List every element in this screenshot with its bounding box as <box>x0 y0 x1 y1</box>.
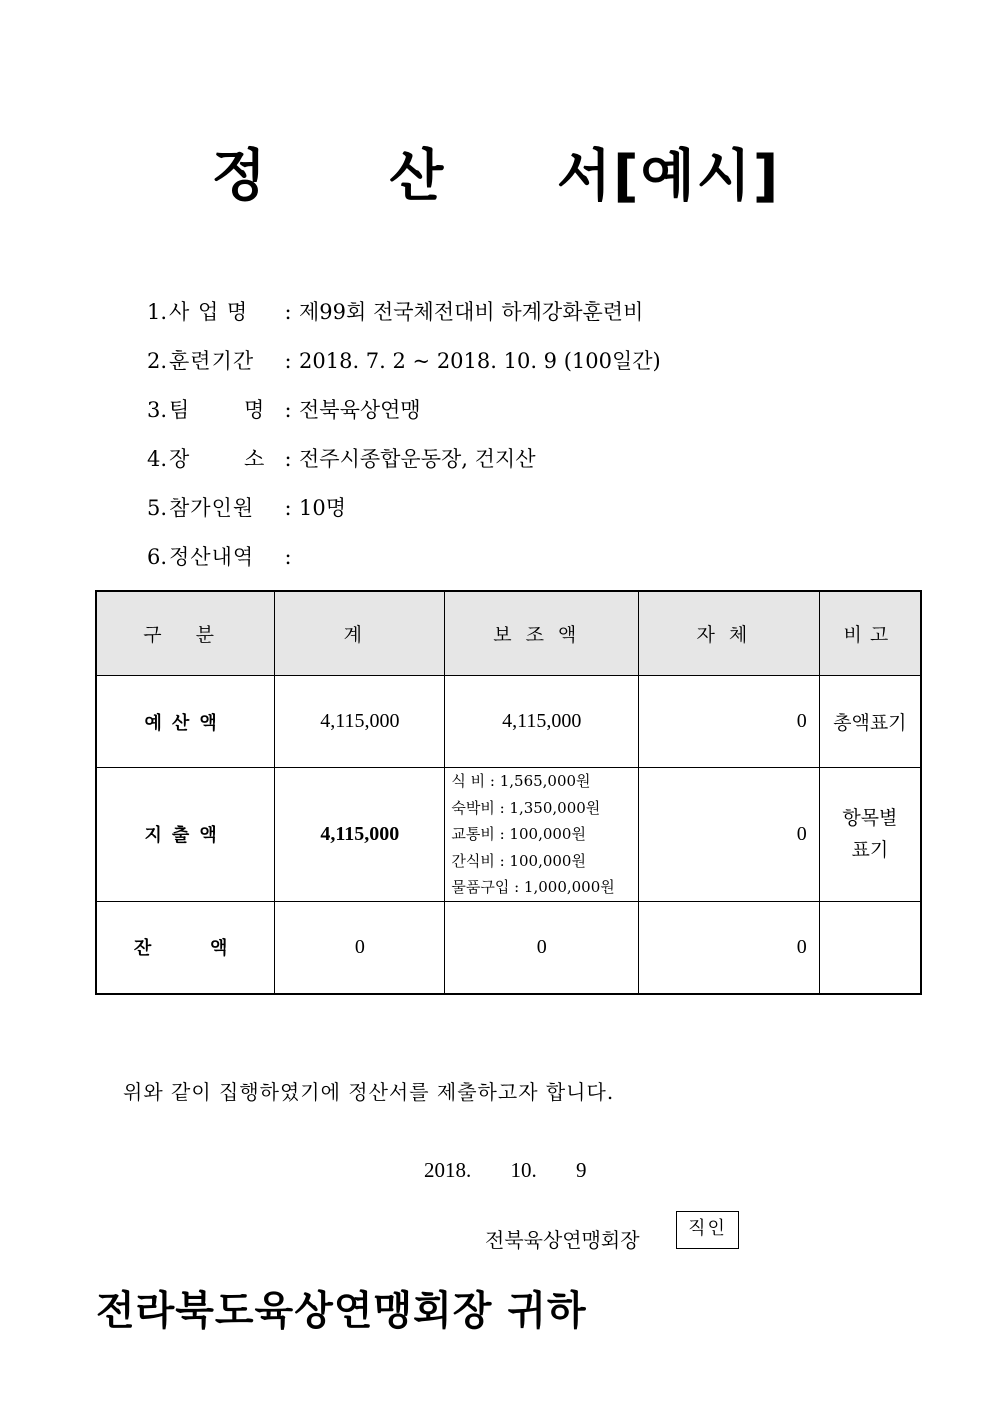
cell-note <box>819 901 921 994</box>
signer-name: 전북육상연맹회장 <box>485 1228 640 1252</box>
info-row-settlement: 6. 정산내역 : <box>147 533 661 582</box>
breakdown-item: 교통비 : 100,000원 <box>451 825 586 843</box>
info-label: 정산내역 <box>169 545 255 569</box>
cell-subsidy: 0 <box>445 901 639 994</box>
info-value: 10명 <box>299 496 347 520</box>
table-row-expense <box>96 768 921 902</box>
cell-total: 4,115,000 <box>275 768 445 902</box>
header-self: 자체 <box>639 591 820 676</box>
info-value: 전북육상연맹 <box>299 398 421 422</box>
breakdown-item: 물품구입 : 1,000,000원 <box>451 878 615 896</box>
table-header-row <box>96 591 921 676</box>
cell-note: 항목별 표기 <box>819 768 921 902</box>
cell-self: 0 <box>639 768 820 902</box>
cell-total: 4,115,000 <box>275 676 445 768</box>
info-row-participants: 5. 참가인원 : 10명 <box>147 484 661 533</box>
breakdown-item: 간식비 : 100,000원 <box>451 851 586 870</box>
info-row-period: 2. 훈련기간 : 2018. 7. 2 ~ 2018. 10. 9 (100일간) <box>147 337 661 386</box>
breakdown-item: 숙박비 : 1,350,000원 <box>451 798 601 817</box>
header-category: 구 분 <box>96 591 275 676</box>
document-date <box>424 1158 587 1183</box>
info-row-place: 4. 장 소 : 전주시종합운동장, 건지산 <box>147 435 661 484</box>
cell-note: 총액표기 <box>819 676 921 768</box>
header-total: 계 <box>275 591 445 676</box>
breakdown-item: 식 비 : 1,565,000원 <box>451 772 591 790</box>
cell-self: 0 <box>639 901 820 994</box>
table-row-balance <box>96 901 921 994</box>
seal-box: 직인 <box>676 1211 739 1249</box>
cell-total: 0 <box>275 901 445 994</box>
info-row-team: 3. 팀 명 : 전북육상연맹 <box>147 386 661 435</box>
row-label: 잔 액 <box>96 901 275 994</box>
row-label: 지출액 <box>96 768 275 902</box>
info-row-business: 1. 사 업 명 : 제99회 전국체전대비 하계강화훈련비 <box>147 288 661 337</box>
info-label: 참가인원 <box>169 496 255 520</box>
header-note: 비고 <box>819 591 921 676</box>
cell-breakdown <box>445 768 639 902</box>
date-year: 2018. <box>424 1158 472 1182</box>
date-month: 10. <box>510 1158 537 1182</box>
header-subsidy: 보조액 <box>445 591 639 676</box>
info-value: 전주시종합운동장, 건지산 <box>299 447 536 471</box>
info-label: 장 소 <box>169 447 266 471</box>
title-part-3: 서[예시] <box>556 144 781 209</box>
date-day: 9 <box>576 1158 587 1182</box>
row-label: 예산액 <box>96 676 275 768</box>
cell-subsidy: 4,115,000 <box>445 676 639 768</box>
table-row-budget <box>96 676 921 768</box>
info-label: 훈련기간 <box>169 349 255 373</box>
settlement-table <box>95 590 922 995</box>
info-list <box>147 288 661 582</box>
info-value: 2018. 7. 2 ~ 2018. 10. 9 (100일간) <box>299 349 661 373</box>
title-part-2: 산 <box>389 144 446 209</box>
statement-text: 위와 같이 집행하였기에 정산서를 제출하고자 합니다. <box>123 1080 615 1104</box>
info-value: 제99회 전국체전대비 하계강화훈련비 <box>299 300 644 324</box>
addressee: 전라북도육상연맹회장 귀하 <box>96 1287 587 1334</box>
info-label: 팀 명 <box>169 398 266 422</box>
info-label: 사 업 명 <box>169 300 249 324</box>
title-part-1: 정 <box>211 144 268 209</box>
cell-self: 0 <box>639 676 820 768</box>
page-title <box>0 132 992 212</box>
